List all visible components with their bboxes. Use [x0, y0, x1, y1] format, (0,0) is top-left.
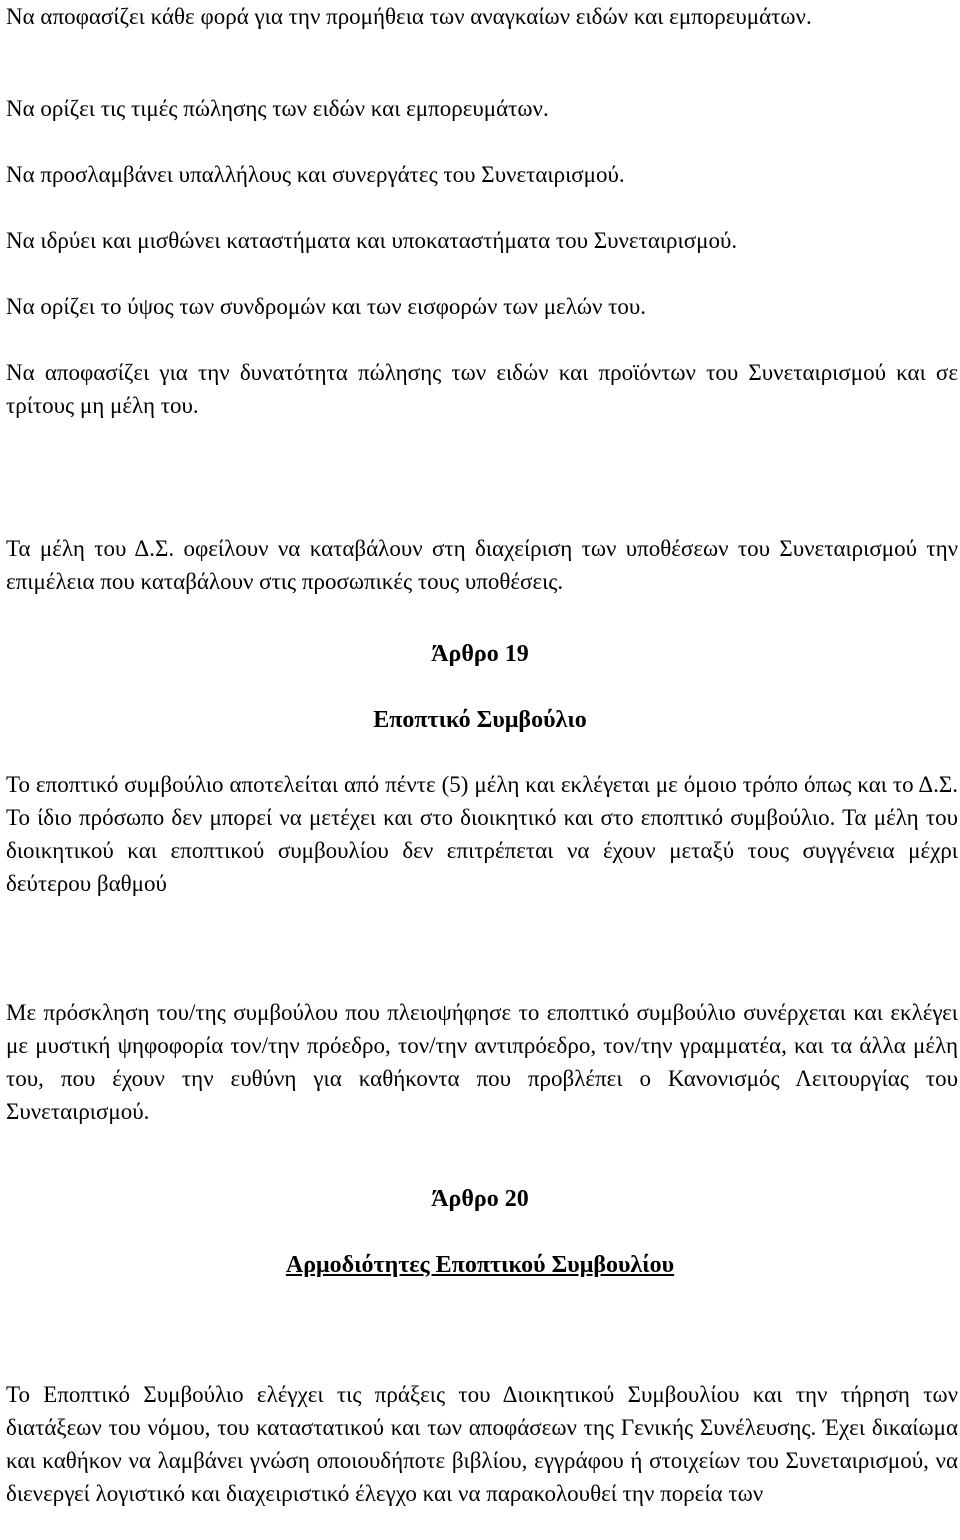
paragraph-stores: Να ιδρύει και μισθώνει καταστήματα και υποκαταστήματα του Συνεταιρισμού. — [6, 228, 738, 253]
paragraph-members-duty: Τα μέλη του Δ.Σ. οφείλουν να καταβάλουν στη διαχείριση των υποθέσεων του Συνεταιρισμού την επιμέλεια που καταβάλουν στις προσωπικές τους υποθέσεις. — [6, 536, 958, 594]
article-19-body: Το εποπτικό συμβούλιο αποτελείται από πέντε (5) μέλη και εκλέγεται με όμοιο τρόπο όπως και το Δ.Σ. Το ίδιο πρόσωπο δεν μπορεί να μετέχει και στο διοικητικό και στο εποπτικό συμβούλιο. Τα μέλη του διοικητικού και εποπτικού συμβουλίου δεν επιτρέπεται να έχουν μεταξύ τους συγγένεια μέχρι δεύτερου βαθμού — [6, 772, 958, 896]
paragraph-third-party-sales: Να αποφασίζει για την δυνατότητα πώλησης των ειδών και προϊόντων του Συνεταιρισμού και σε τρίτους μη μέλη του. — [6, 360, 958, 418]
paragraph-procurement: Να αποφασίζει κάθε φορά για την προμήθεια των αναγκαίων ειδών και εμπορευμάτων. — [6, 4, 812, 29]
article-19-number: Άρθρο 19 — [431, 641, 529, 667]
paragraph-fees: Να ορίζει το ύψος των συνδρομών και των εισφορών των μελών του. — [6, 294, 647, 319]
article-19-title: Εποπτικό Συμβούλιο — [373, 707, 587, 733]
paragraph-prices: Να ορίζει τις τιμές πώλησης των ειδών και εμπορευμάτων. — [6, 96, 549, 121]
article-20-number: Άρθρο 20 — [431, 1186, 529, 1212]
article-19-body-2: Με πρόσκληση του/της συμβούλου που πλειοψήφησε το εποπτικό συμβούλιο συνέρχεται και εκλέγει με μυστική ψηφοφορία τον/την πρόεδρο, τον/την αντιπρόεδρο, τον/την γραμματέα, και τα άλλα μέλη του, που έχουν την ευθύνη για καθήκοντα που προβλέπει ο Κανονισμός Λειτουργίας του Συνεταιρισμού. — [6, 1000, 958, 1124]
article-20-body: Το Εποπτικό Συμβούλιο ελέγχει τις πράξεις του Διοικητικού Συμβουλίου και την τήρηση των διατάξεων του νόμου, του καταστατικού και των αποφάσεων της Γενικής Συνέλευσης. Έχει δικαίωμα και καθήκον να λαμβάνει γνώση οποιουδήποτε βιβλίου, εγγράφου ή στοιχείων του Συνεταιρισμού, να διενεργεί λογιστικό και διαχειριστικό έλεγχο και να παρακολουθεί την πορεία των — [6, 1382, 958, 1506]
paragraph-staff: Να προσλαμβάνει υπαλλήλους και συνεργάτες του Συνεταιρισμού. — [6, 162, 625, 187]
article-20-title: Αρμοδιότητες Εποπτικού Συμβουλίου — [285, 1252, 675, 1278]
